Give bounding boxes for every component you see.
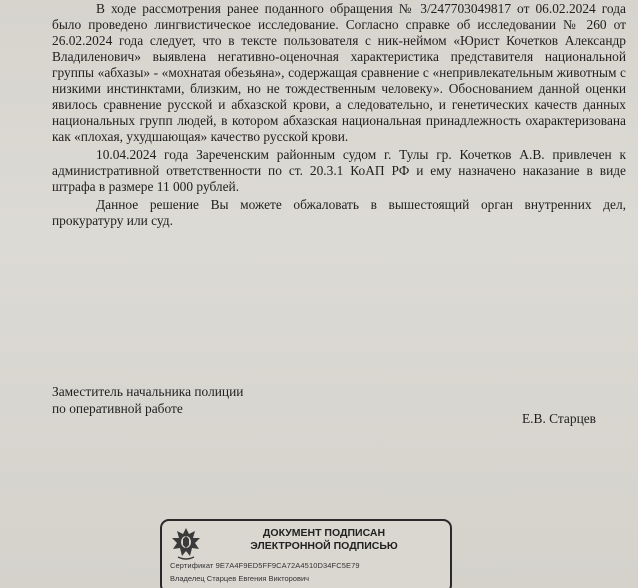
letter-body: [52, 1, 626, 229]
signatory-name: Е.В. Старцев: [522, 411, 596, 426]
signatory-position-line1: Заместитель начальника полиции: [52, 384, 244, 399]
stamp-title-line2: ЭЛЕКТРОННОЙ ПОДПИСЬЮ: [250, 540, 398, 552]
paragraph-appeal: Данное решение Вы можете обжаловать в вышестоящий орган внутренних дел, прокуратуру или суд.: [52, 197, 626, 228]
stamp-title: [214, 527, 434, 553]
paragraph-investigation: В ходе рассмотрения ранее поданного обращения № 3/247703049817 от 06.02.2024 года было проведено лингвистическое исследование. Согласно справке об исследовании № 260 от 26.02.2024 года следует, что в тексте пользователя с ник-неймом «Юрист Кочетков Александр Владиленович» выявлена негативно-оценочная характеристика представителя национальной группы «абхазы» - «мохнатая обезьяна», содержащая сравнение с «непривлекательным животным с низкими инстинктами, близким, но не тождественным человеку». Обоснованием данной оценки явилось сравнение русской и абхазской крови, а следовательно, и генетических качеств данных национальных групп людей, в котором абхазская национальная принадлежность охарактеризована как «плохая, ухудшающая» качество русской крови.: [52, 1, 626, 144]
stamp-certificate: Сертификат 9E7A4F9ED5FF9CA72A4510D34FC5E79: [170, 561, 360, 570]
signatory-position-line2: по оперативной работе: [52, 401, 183, 416]
mvd-emblem-icon: [168, 525, 204, 563]
stamp-owner: Владелец Старцев Евгения Викторович: [170, 574, 310, 583]
stamp-title-line1: ДОКУМЕНТ ПОДПИСАН: [262, 527, 386, 539]
paragraph-court-decision: 10.04.2024 года Зареченским районным судом г. Тулы гр. Кочетков А.В. привлечен к административной ответственности по ст. 20.3.1 КоАП РФ и ему назначено наказание в виде штрафа в размере 11 000 рублей.: [52, 147, 626, 194]
electronic-signature-stamp: [160, 519, 452, 588]
signatory-position: [52, 383, 243, 417]
